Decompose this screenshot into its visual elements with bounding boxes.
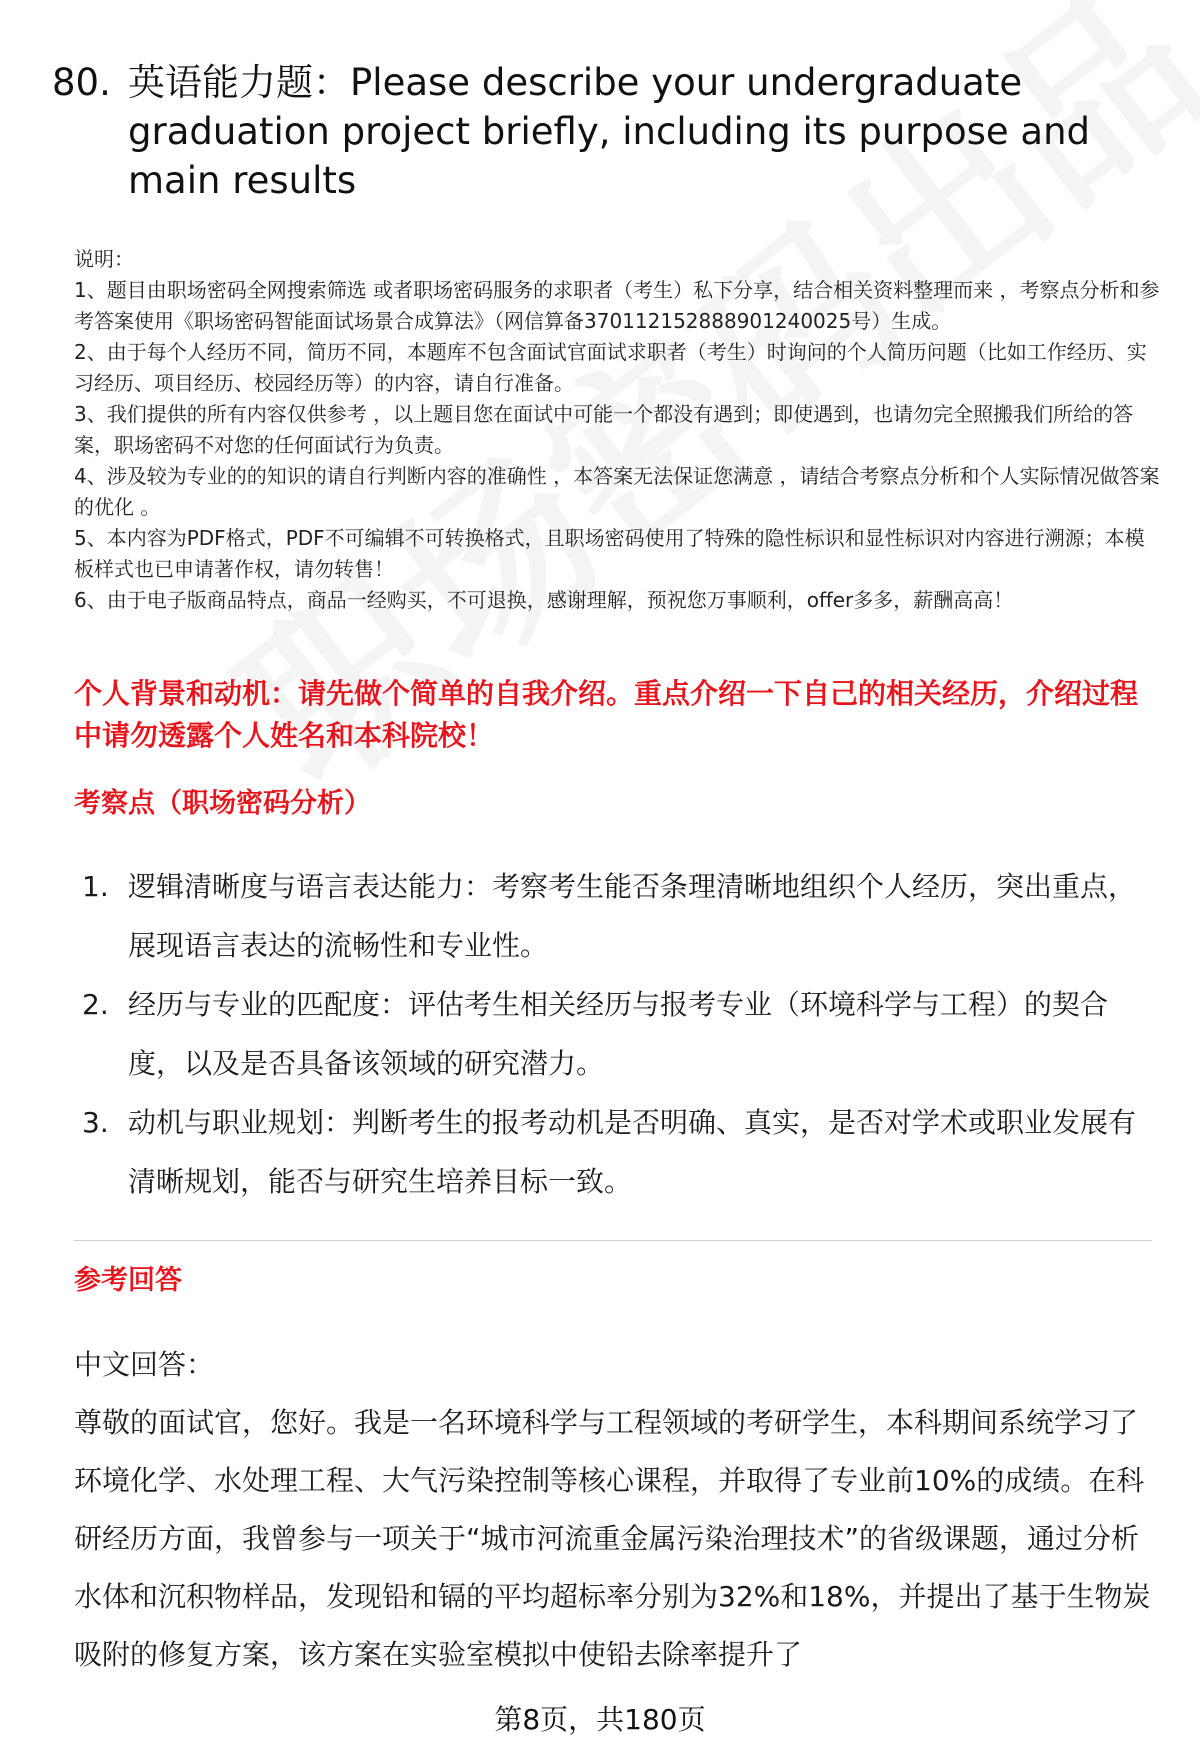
list-item bbox=[82, 857, 1152, 975]
list-item-number: 1. bbox=[82, 870, 109, 903]
list-item-number: 2. bbox=[82, 988, 109, 1021]
list-item bbox=[82, 975, 1152, 1093]
answer-body: 尊敬的面试官，您好。我是一名环境科学与工程领域的考研学生，本科期间系统学习了环境化学、水处理工程、大气污染控制等核心课程，并取得了专业前10%的成绩。在科研经历方面，我曾参与一项关于“城市河流重金属污染治理技术”的省级课题，通过分析水体和沉积物样品，发现铅和镉的平均超标率分别为32%和18%，并提出了基于生物炭吸附的修复方案，该方案在实验室模拟中使铅去除率提升了 bbox=[74, 1406, 1151, 1671]
list-item-text: 经历与专业的匹配度：评估考生相关经历与报考专业（环境科学与工程）的契合度，以及是否具备该领域的研究潜力。 bbox=[128, 988, 1109, 1080]
note-item: 5、本内容为PDF格式，PDF不可编辑不可转换格式，且职场密码使用了特殊的隐性标识和显性标识对内容进行溯源；本模板样式也已申请著作权，请勿转售！ bbox=[74, 526, 1145, 581]
list-item-text: 逻辑清晰度与语言表达能力：考察考生能否条理清晰地组织个人经历，突出重点，展现语言表达的流畅性和专业性。 bbox=[128, 870, 1137, 962]
analysis-points-list bbox=[82, 857, 1152, 1211]
list-item bbox=[82, 1093, 1152, 1211]
list-item-text: 动机与职业规划：判断考生的报考动机是否明确、真实，是否对学术或职业发展有清晰规划，能否与研究生培养目标一致。 bbox=[128, 1106, 1137, 1198]
section-divider bbox=[74, 1240, 1152, 1241]
note-item: 4、涉及较为专业的的知识的请自行判断内容的准确性 ，本答案无法保证您满意 ，请结合考察点分析和个人实际情况做答案的优化 。 bbox=[74, 464, 1160, 519]
answer-label: 中文回答： bbox=[74, 1348, 215, 1381]
answer-block bbox=[74, 1336, 1154, 1684]
page-footer: 第8页，共180页 bbox=[494, 1703, 706, 1736]
note-item: 1、题目由职场密码全网搜索筛选 或者职场密码服务的求职者（考生）私下分享，结合相关资料整理而来 ，考察点分析和参考答案使用《职场密码智能面试场景合成算法》（网信算备370112152888901240025号）生成。 bbox=[74, 278, 1160, 333]
note-item: 6、由于电子版商品特点，商品一经购买，不可退换，感谢理解，预祝您万事顺利，offer多多，薪酬高高！ bbox=[74, 588, 1014, 612]
intro-heading: 个人背景和动机：请先做个简单的自我介绍。重点介绍一下自己的相关经历，介绍过程中请勿透露个人姓名和本科院校！ bbox=[74, 677, 1139, 752]
note-item: 2、由于每个人经历不同，简历不同，本题库不包含面试官面试求职者（考生）时询问的个人简历问题（比如工作经历、实习经历、项目经历、校园经历等）的内容，请自行准备。 bbox=[74, 340, 1147, 395]
answer-heading: 参考回答 bbox=[74, 1265, 182, 1296]
list-item-number: 3. bbox=[82, 1106, 109, 1139]
note-item: 3、我们提供的所有内容仅供参考 ，以上题目您在面试中可能一个都没有遇到；即使遇到，也请勿完全照搬我们所给的答案，职场密码不对您的任何面试行为负责。 bbox=[74, 402, 1134, 457]
analysis-heading: 考察点（职场密码分析） bbox=[74, 788, 371, 819]
question-text: 英语能力题：Please describe your undergraduate graduation project briefly, including its purpose and main results bbox=[128, 61, 1091, 202]
question-title bbox=[52, 58, 1142, 205]
question-number: 80. bbox=[52, 61, 111, 104]
notes-heading: 说明： bbox=[74, 247, 134, 271]
notes-block bbox=[74, 244, 1164, 616]
